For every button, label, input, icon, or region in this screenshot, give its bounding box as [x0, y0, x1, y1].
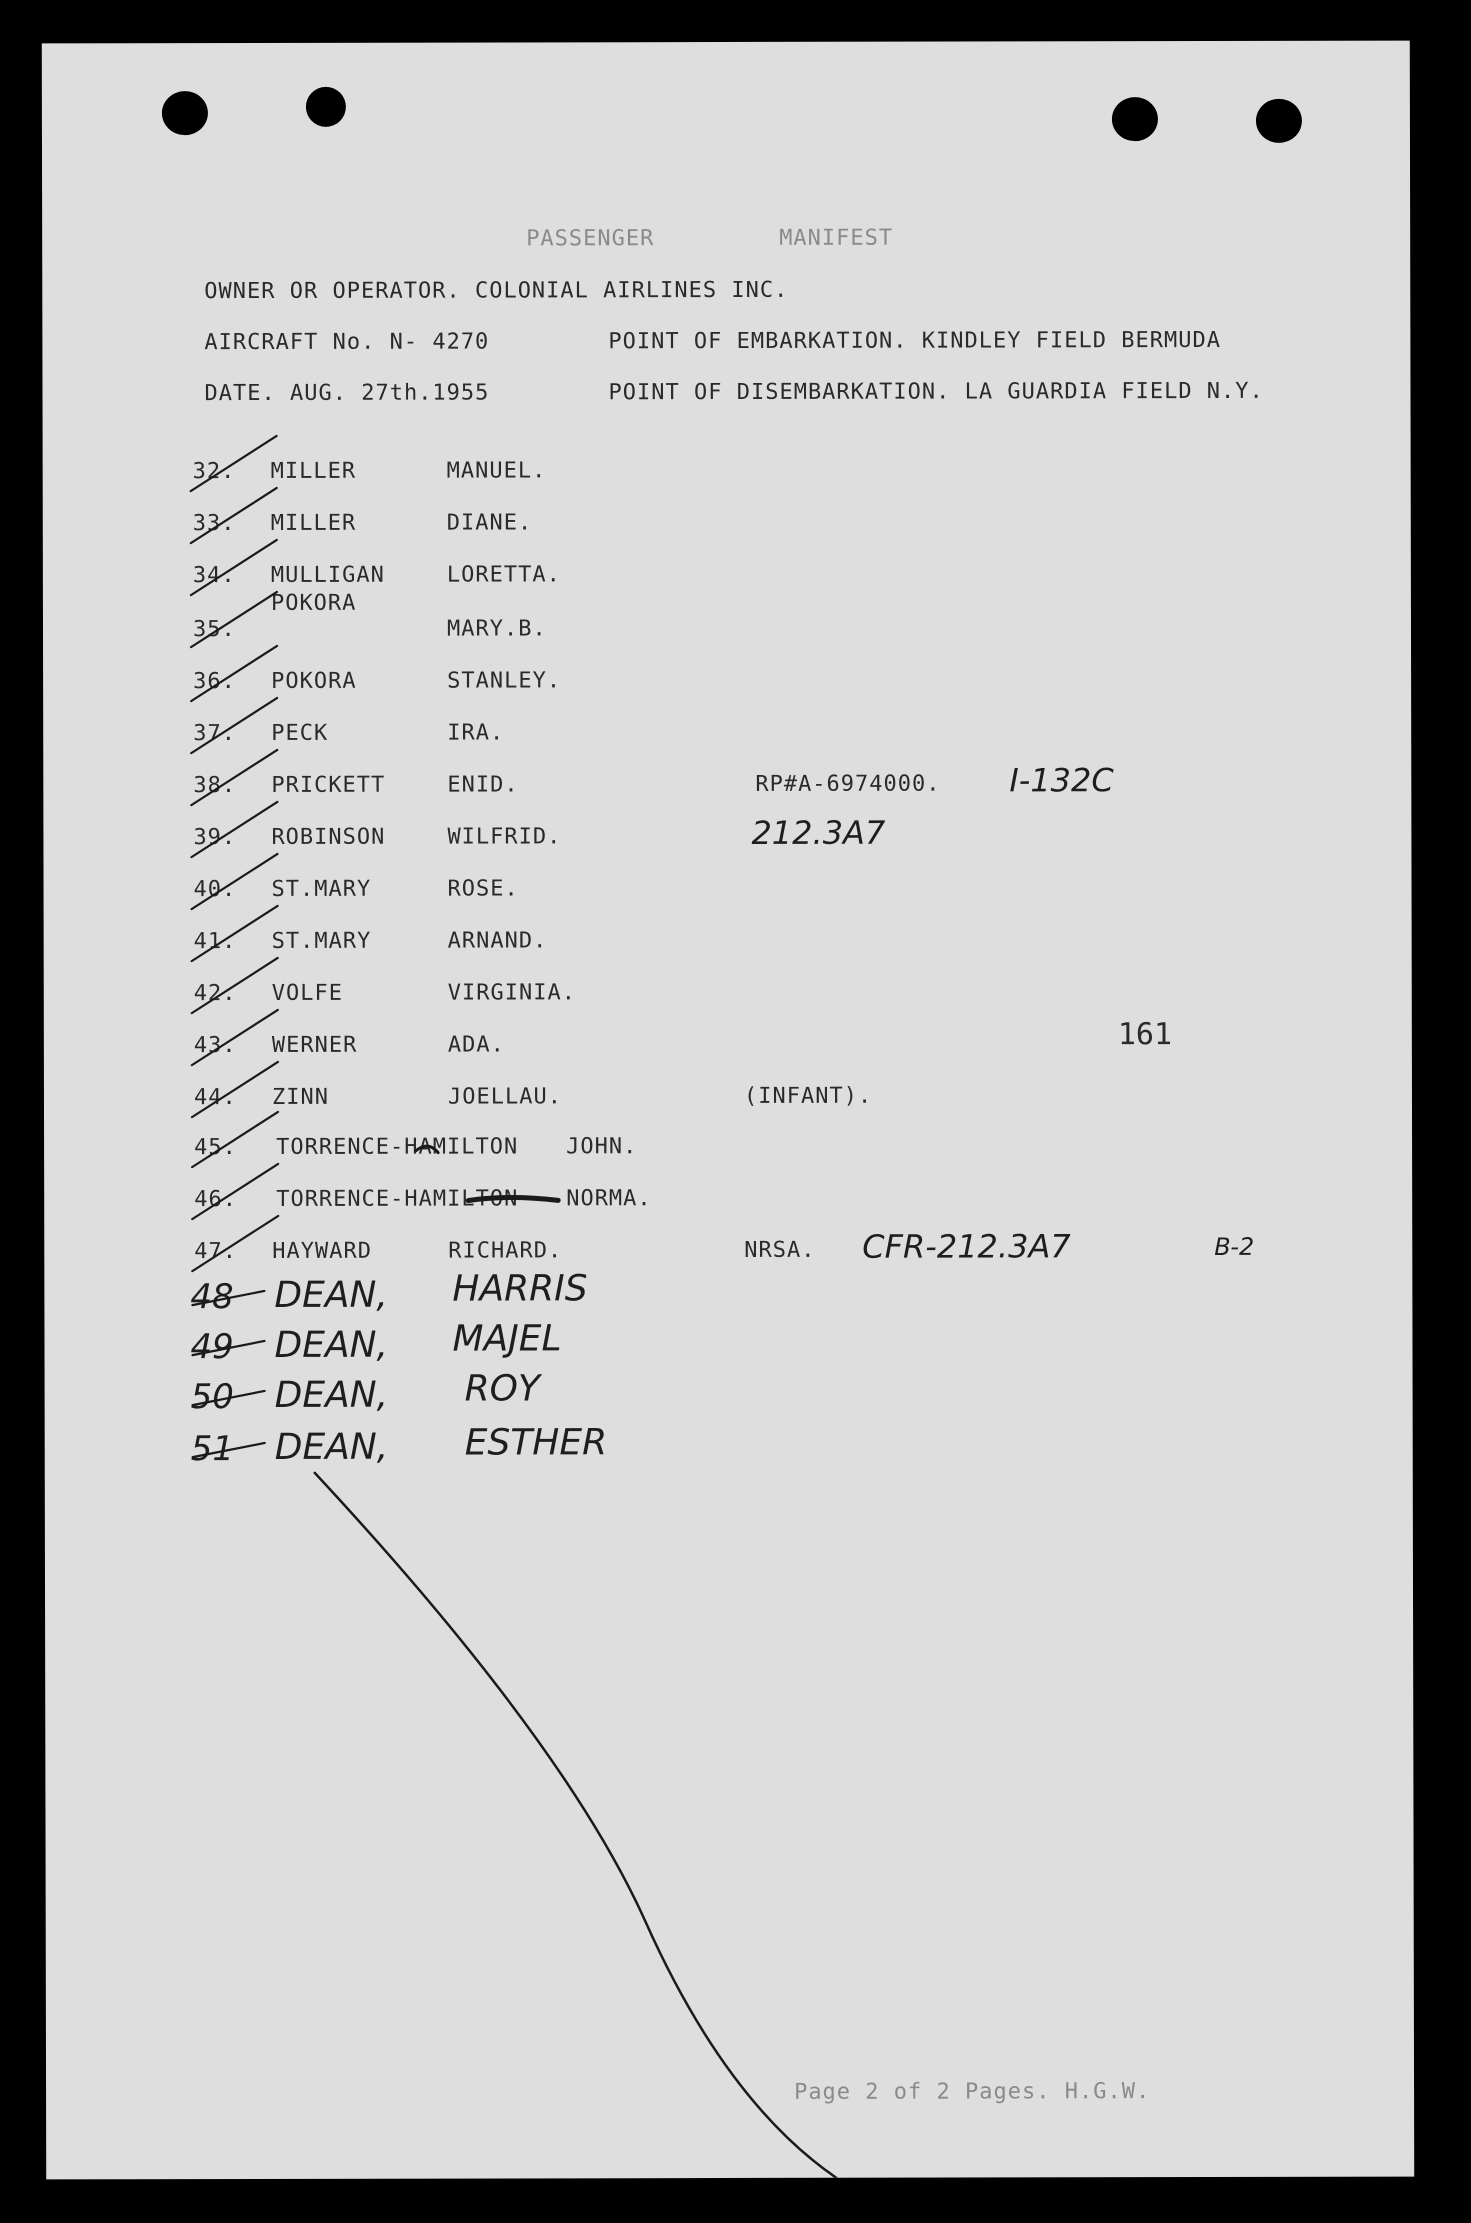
strike-mark [191, 646, 277, 701]
passenger-last-name: POKORA [270, 590, 357, 616]
passenger-first-name: NORMA. [566, 1186, 652, 1212]
name-strike-mark [468, 1197, 558, 1200]
handwritten-code: B-2 [1214, 1232, 1255, 1261]
strike-mark [191, 436, 277, 491]
handwritten-code: 212.3A7 [751, 813, 886, 852]
strike-mark [192, 1062, 278, 1117]
handwritten-number: 50 [190, 1377, 234, 1418]
strike-mark [192, 1112, 278, 1167]
passenger-first-name: ADA. [447, 1032, 505, 1058]
strike-mark [191, 854, 277, 909]
passenger-number: 38. [193, 773, 237, 799]
strike-mark [191, 592, 277, 647]
passenger-number: 41. [193, 929, 237, 955]
handwritten-code: I-132C [1009, 761, 1114, 800]
passenger-first-name: DIANE. [446, 510, 533, 536]
strike-mark [192, 958, 278, 1013]
passenger-first-name: LORETTA. [446, 562, 561, 588]
status-code: NRSA. [744, 1237, 816, 1263]
page-count-number: 161 [1117, 1017, 1173, 1053]
passenger-number: 39. [193, 825, 237, 851]
point-of-embarkation: POINT OF EMBARKATION. KINDLEY FIELD BERMUDA [608, 327, 1221, 355]
handwritten-last-name: DEAN, [274, 1274, 388, 1316]
passenger-number: 43. [193, 1033, 237, 1059]
passenger-first-name: ARNAND. [447, 928, 548, 954]
strike-mark [192, 1010, 278, 1065]
passenger-last-name: WERNER [271, 1032, 358, 1058]
passenger-number: 45. [194, 1135, 237, 1161]
passenger-first-name: STANLEY. [447, 668, 562, 694]
passenger-first-name: ROSE. [447, 876, 519, 902]
passenger-last-name: TORRENCE-HAMILTON [276, 1134, 519, 1160]
passenger-last-name: HAYWARD [272, 1238, 373, 1264]
passenger-last-name: POKORA [271, 668, 357, 694]
strike-mark [191, 540, 277, 595]
passenger-number: 42. [193, 981, 237, 1007]
passenger-number: 44. [193, 1085, 237, 1111]
handwritten-first-name: ROY [464, 1368, 540, 1410]
handwritten-code: CFR-212.3A7 [862, 1227, 1071, 1266]
passenger-number: 37. [193, 721, 236, 747]
passenger-last-name: MULLIGAN [270, 562, 385, 588]
strike-mark [192, 1341, 264, 1355]
strike-mark [191, 488, 277, 543]
strike-mark [192, 1164, 278, 1219]
pen-strike-marks [42, 41, 1414, 2180]
passenger-last-name: VOLFE [271, 980, 344, 1006]
owner-operator: OWNER OR OPERATOR. COLONIAL AIRLINES INC. [204, 277, 789, 305]
diagonal-cancel-line [315, 1472, 836, 2179]
infant-note: (INFANT). [743, 1083, 873, 1109]
passenger-last-name: ROBINSON [271, 824, 386, 850]
handwritten-last-name: DEAN, [274, 1426, 389, 1468]
point-of-disembarkation: POINT OF DISEMBARKATION. LA GUARDIA FIELD N.Y. [608, 378, 1264, 406]
handwritten-last-name: DEAN, [274, 1324, 389, 1366]
passenger-first-name: WILFRID. [447, 824, 562, 850]
strike-mark [191, 750, 277, 805]
manifest-date: DATE. AUG. 27th.1955 [204, 380, 490, 407]
handwritten-first-name: HARRIS [452, 1268, 588, 1310]
passenger-number: 47. [194, 1239, 238, 1265]
passenger-number: 34. [192, 563, 236, 589]
passenger-number: 35. [192, 617, 236, 643]
passenger-number: 33. [192, 511, 236, 537]
passenger-last-name: ZINN [271, 1084, 329, 1110]
name-strike-mark [416, 1146, 438, 1153]
passenger-number: 36. [193, 669, 236, 695]
passenger-first-name: VIRGINIA. [447, 980, 576, 1006]
strike-mark [193, 1391, 265, 1405]
handwritten-first-name: ESTHER [464, 1422, 608, 1464]
passenger-last-name: PRICKETT [271, 772, 386, 798]
passenger-last-name: ST.MARY [271, 928, 372, 954]
passenger-first-name: RICHARD. [448, 1238, 563, 1264]
residence-permit-number: RP#A-6974000. [755, 771, 941, 797]
passenger-first-name: MANUEL. [446, 458, 547, 484]
passenger-last-name: PECK [271, 720, 329, 746]
passenger-number: 40. [193, 877, 237, 903]
handwritten-last-name: DEAN, [274, 1374, 389, 1416]
passenger-first-name: JOHN. [566, 1134, 638, 1160]
aircraft-number: AIRCRAFT No. N- 4270 [204, 329, 490, 356]
passenger-first-name: JOELLAU. [447, 1084, 562, 1110]
strike-mark [191, 802, 277, 857]
manifest-page [42, 41, 1414, 2180]
passenger-first-name: ENID. [447, 772, 519, 798]
passenger-last-name: ST.MARY [271, 876, 372, 902]
strike-mark [192, 1216, 278, 1271]
page-footer: Page 2 of 2 Pages. H.G.W. [794, 2079, 1151, 2105]
handwritten-first-name: MAJEL [452, 1318, 562, 1360]
passenger-number: 46. [194, 1187, 237, 1213]
passenger-number: 32. [192, 459, 236, 485]
passenger-last-name: MILLER [270, 510, 357, 536]
strike-mark [192, 1291, 264, 1305]
title-manifest: MANIFEST [779, 225, 894, 251]
strike-mark [191, 698, 277, 753]
strike-mark [192, 906, 278, 961]
handwritten-number: 51 [190, 1429, 235, 1470]
title-passenger: PASSENGER [526, 226, 655, 252]
handwritten-number: 49 [190, 1327, 234, 1368]
strike-mark [193, 1443, 265, 1457]
passenger-first-name: IRA. [447, 720, 505, 746]
passenger-last-name: TORRENCE-HAMILTON [276, 1186, 519, 1212]
handwritten-number: 48 [190, 1277, 234, 1318]
passenger-last-name: MILLER [270, 458, 357, 484]
passenger-first-name: MARY.B. [446, 616, 547, 642]
